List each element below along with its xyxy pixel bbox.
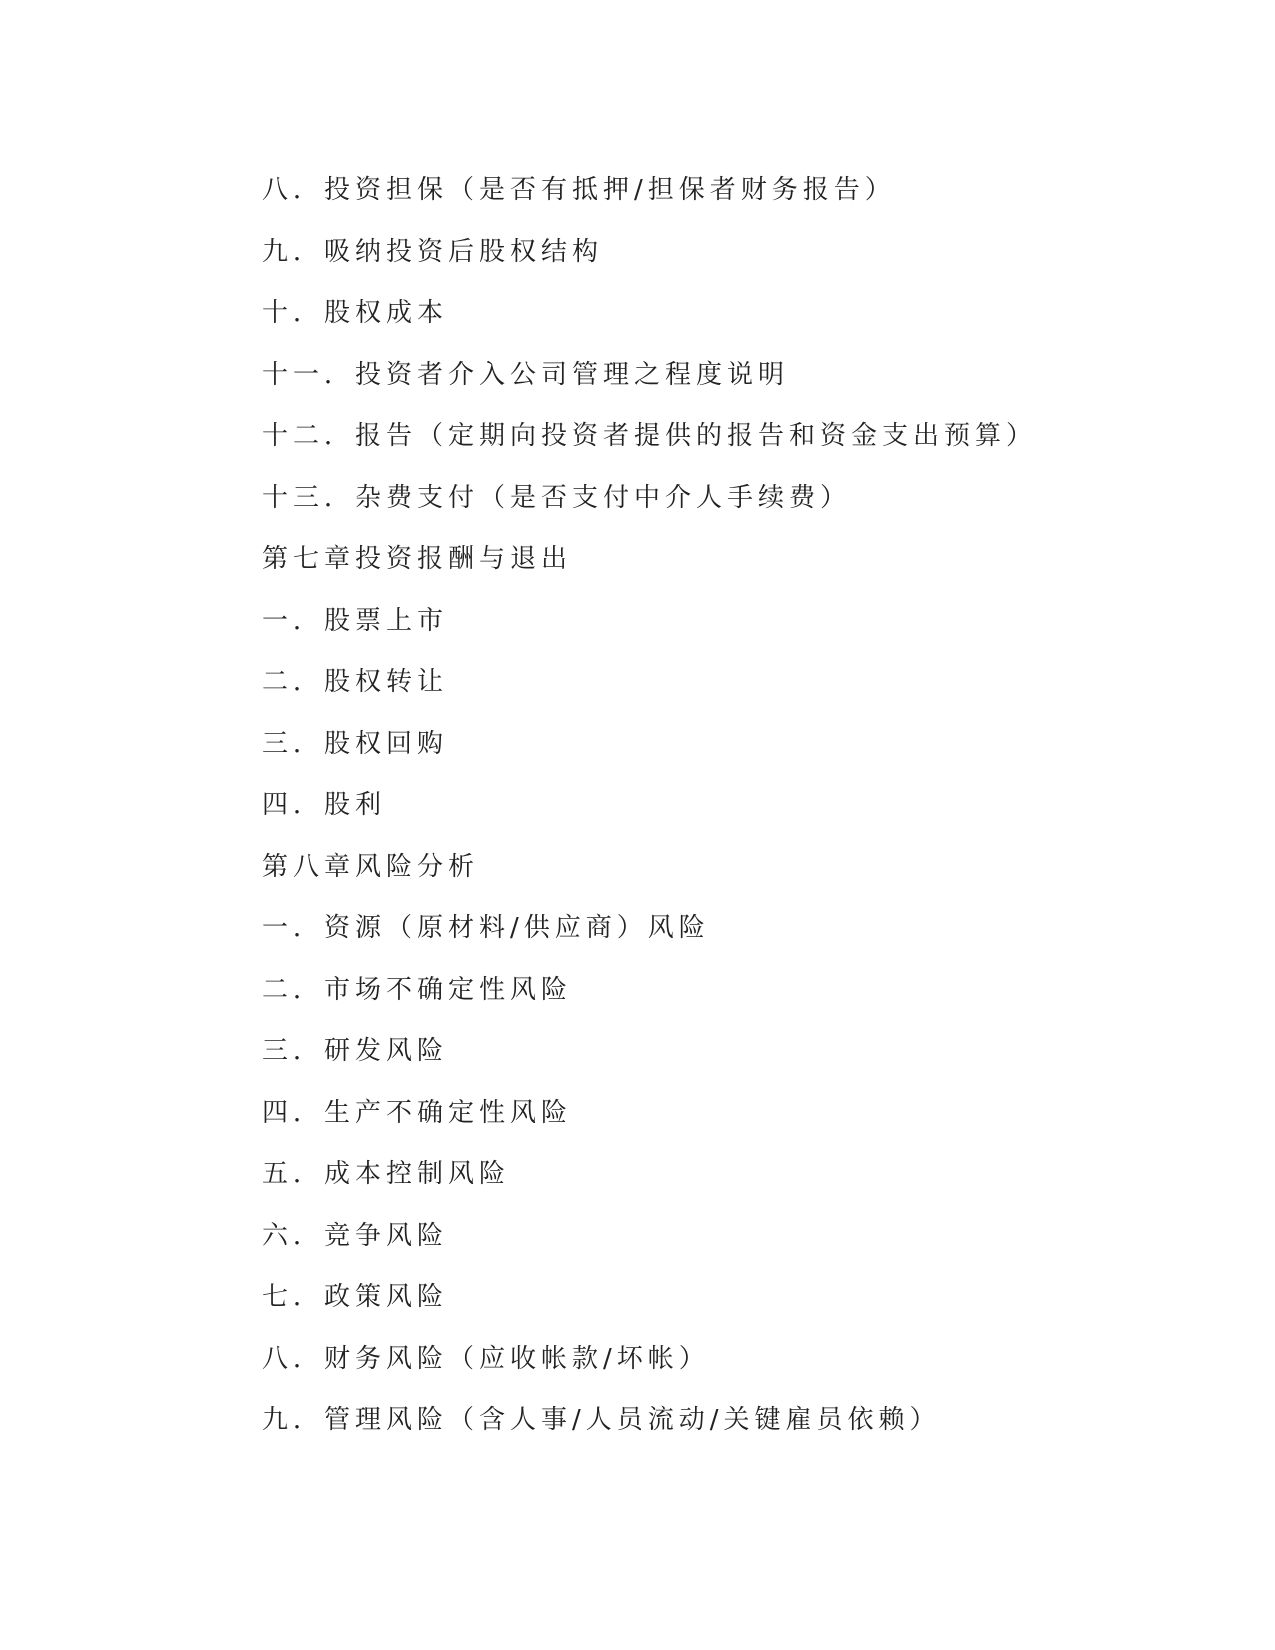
item-reporting: 十二．报告（定期向投资者提供的报告和资金支出预算） bbox=[262, 421, 1038, 451]
item-management-risk: 九．管理风险（含人事/人员流动/关键雇员依赖） bbox=[262, 1405, 941, 1435]
item-rd-risk: 三．研发风险 bbox=[262, 1036, 449, 1066]
item-resource-risk: 一．资源（原材料/供应商）风险 bbox=[262, 913, 710, 943]
item-policy-risk: 七．政策风险 bbox=[262, 1282, 449, 1312]
item-equity-cost: 十．股权成本 bbox=[262, 298, 449, 328]
item-equity-structure: 九．吸纳投资后股权结构 bbox=[262, 236, 604, 267]
item-financial-risk: 八．财务风险（应收帐款/坏帐） bbox=[262, 1343, 710, 1374]
item-misc-fees: 十三．杂费支付（是否支付中介人手续费） bbox=[262, 482, 852, 513]
item-cost-control-risk: 五．成本控制风险 bbox=[262, 1159, 511, 1189]
item-market-risk: 二．市场不确定性风险 bbox=[262, 974, 573, 1005]
item-investor-involvement: 十一．投资者介入公司管理之程度说明 bbox=[262, 359, 790, 390]
item-production-risk: 四．生产不确定性风险 bbox=[262, 1097, 573, 1128]
chapter-7-heading: 第七章投资报酬与退出 bbox=[262, 544, 573, 574]
item-investment-guarantee: 八．投资担保（是否有抵押/担保者财务报告） bbox=[262, 175, 896, 205]
item-stock-listing: 一．股票上市 bbox=[262, 605, 449, 636]
chapter-8-heading: 第八章风险分析 bbox=[262, 851, 480, 882]
item-equity-transfer: 二．股权转让 bbox=[262, 667, 449, 697]
document-body bbox=[262, 160, 1162, 1452]
item-competition-risk: 六．竞争风险 bbox=[262, 1220, 449, 1251]
item-equity-buyback: 三．股权回购 bbox=[262, 728, 449, 759]
item-dividends: 四．股利 bbox=[262, 790, 387, 820]
